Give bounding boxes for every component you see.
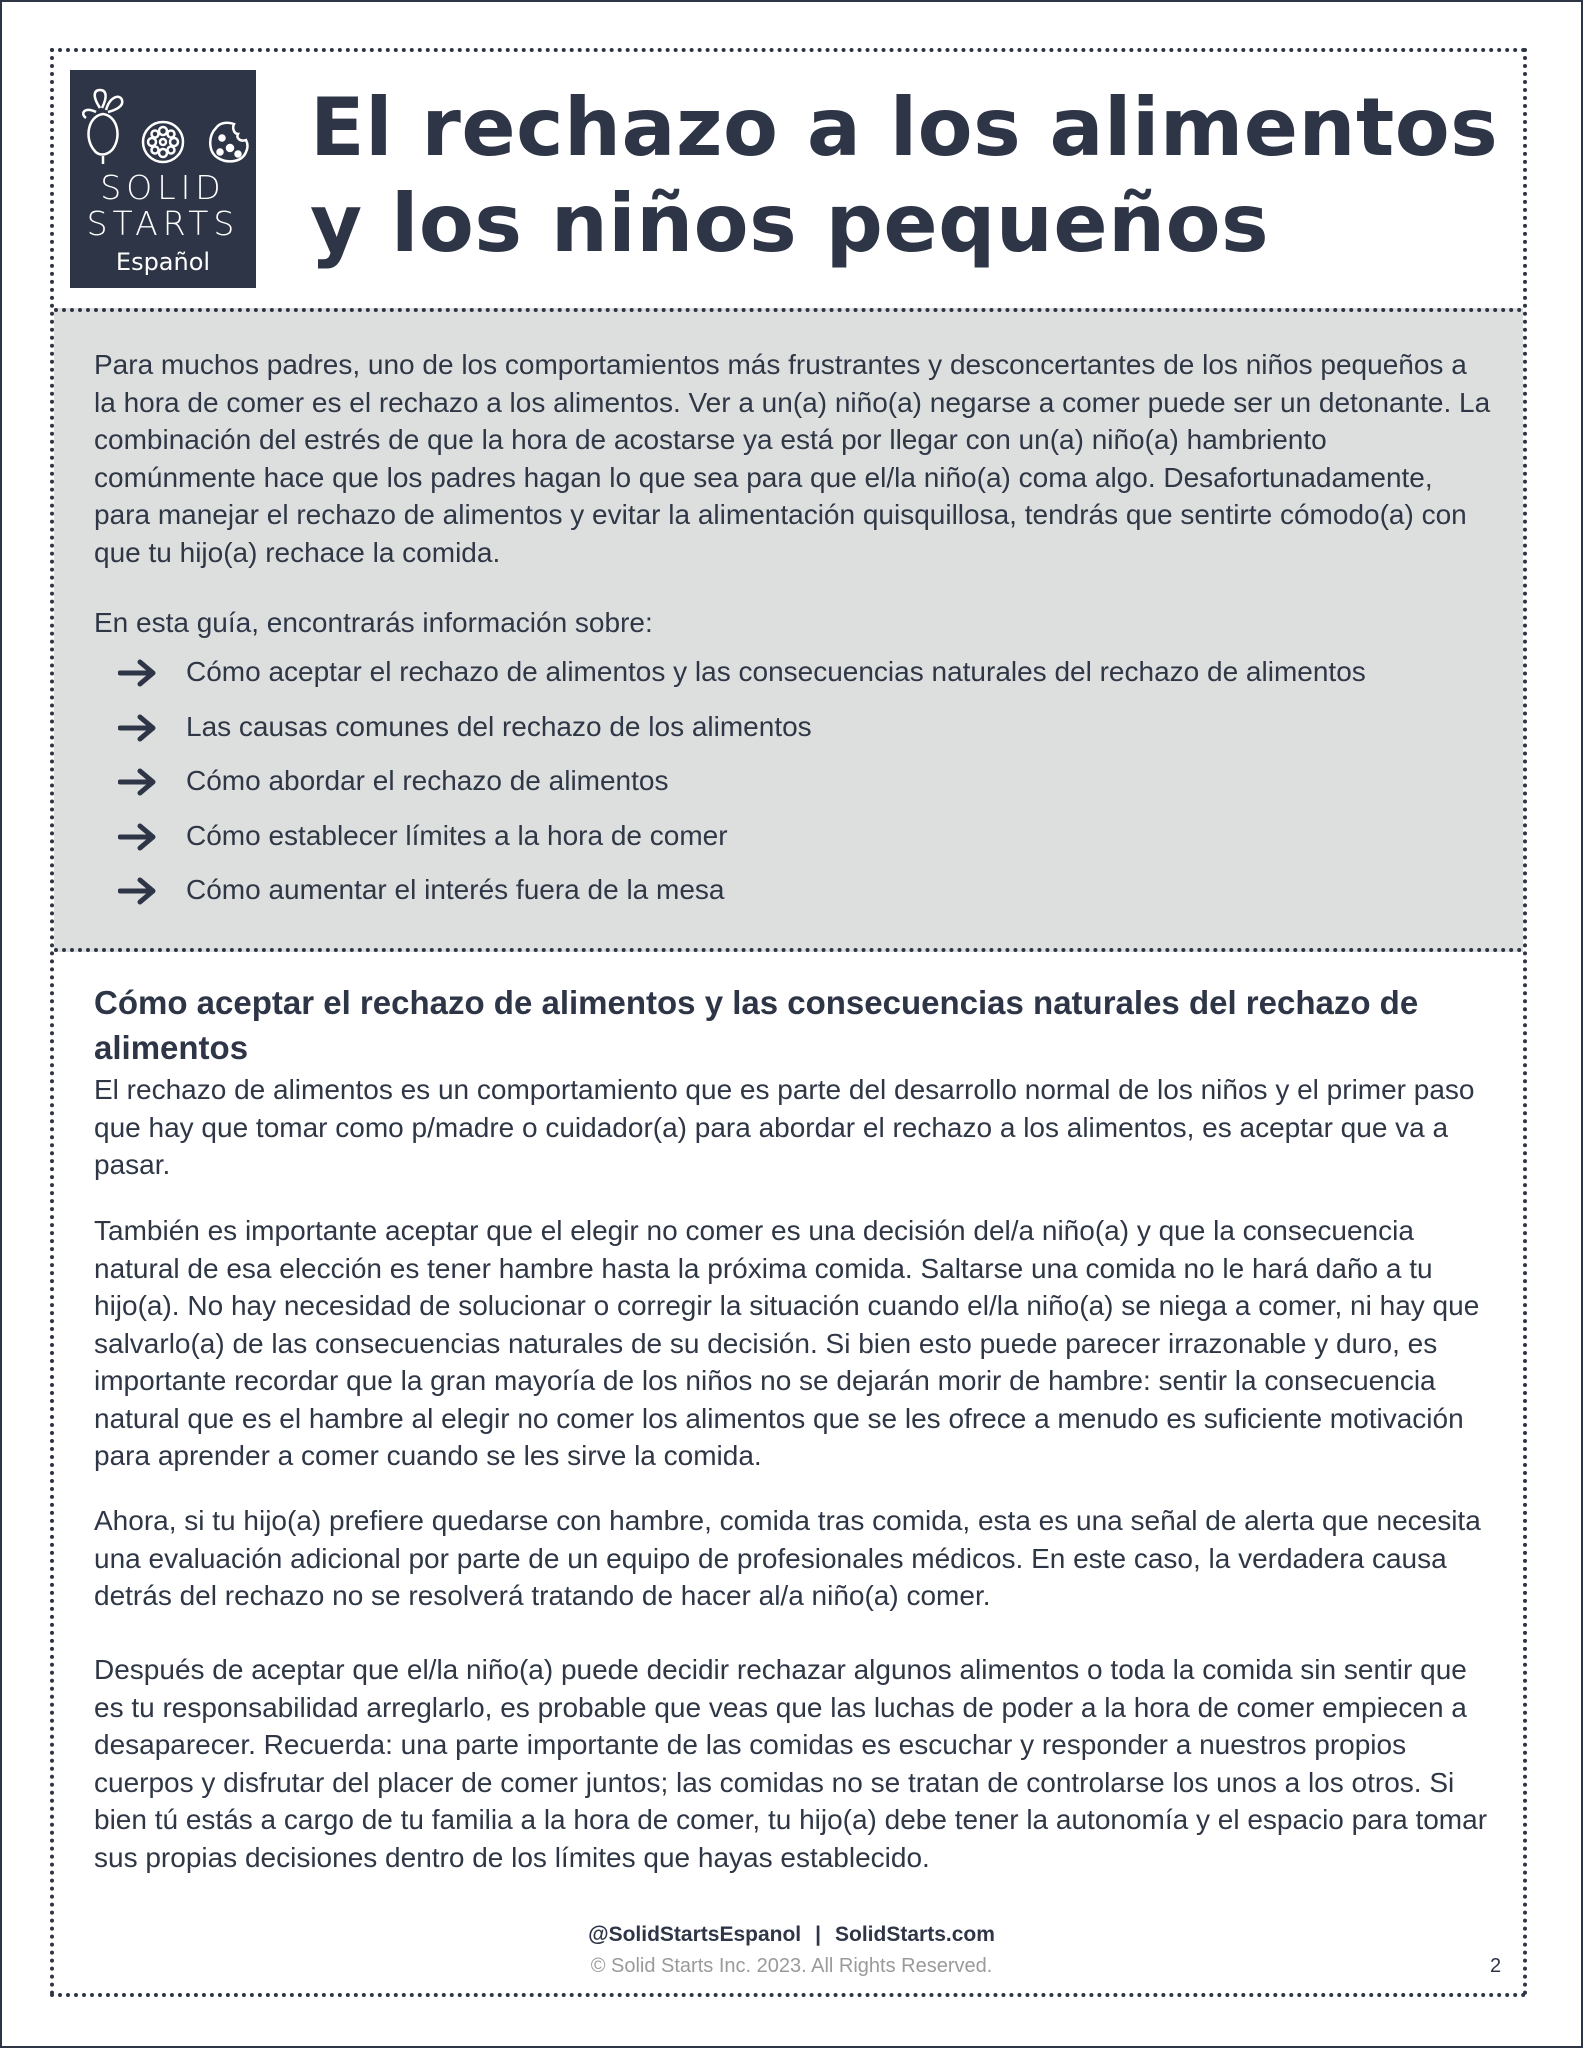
solid-starts-logo — [70, 70, 256, 288]
beet-icon — [83, 90, 122, 164]
intro-panel — [54, 308, 1523, 952]
page-title-line-2: y los niños pequeños — [310, 177, 1270, 270]
guide-topic-label: Cómo aumentar el interés fuera de la mesa — [186, 874, 725, 905]
guide-topic-label: Cómo aceptar el rechazo de alimentos y las consecuencias naturales del rechazo de alimentos — [186, 656, 1366, 687]
guide-topic-item — [94, 816, 1366, 871]
body-paragraph: También es importante aceptar que el elegir no comer es una decisión del/a niño(a) y que la consecuencia natural de esa elección es tener hambre hasta la próxima comida. Saltarse una comida no le hará daño a tu hijo(a). No hay necesidad de solucionar o corregir la situación cuando el/la niño(a) se niega a comer, ni hay que salvarlo(a) de las consecuencias naturales de su decisión. Si bien esto puede parecer irrazonable y duro, es importante recordar que la gran mayoría de los niños no se dejarán morir de hambre: sentir la consecuencia natural que es el hambre al elegir no comer los alimentos que se les ofrece a menudo es suficiente motivación para aprender a comer cuando se les sirve la comida. — [94, 1215, 1480, 1471]
page-title — [310, 80, 1499, 272]
guide-topic-item — [94, 761, 1366, 816]
body-paragraph: El rechazo de alimentos es un comportamiento que es parte del desarrollo normal de los niños y el primer paso que hay que tomar como p/madre o cuidador(a) para abordar el rechazo a los alimentos, es aceptar que va a pasar. — [94, 1074, 1475, 1180]
logo-text-solid: SOLID — [100, 168, 226, 207]
footer-website-link[interactable]: SolidStarts.com — [835, 1923, 995, 1946]
logo-text-starts: STARTS — [86, 204, 240, 243]
page-title-line-1: El rechazo a los alimentos — [310, 81, 1499, 174]
footer-links — [0, 1923, 1583, 1947]
arrow-right-icon — [118, 714, 158, 742]
arrow-right-icon — [118, 659, 158, 687]
guide-topic-label: Las causas comunes del rechazo de los alimentos — [186, 710, 812, 742]
guide-topic-item — [94, 870, 1366, 925]
guide-topic-label: Cómo abordar el rechazo de alimentos — [186, 765, 669, 796]
guide-topic-item — [94, 707, 1366, 762]
cookie-icon — [210, 123, 247, 162]
arrow-right-icon — [118, 877, 158, 905]
page-number: 2 — [1490, 1955, 1502, 1977]
logo-food-icons — [70, 88, 256, 168]
footer-social-handle[interactable]: @SolidStartsEspanol — [588, 1923, 802, 1946]
guide-topic-list — [94, 652, 1366, 925]
guide-lead: En esta guía, encontrarás información sobre: — [94, 607, 653, 638]
arrow-right-icon — [118, 768, 158, 796]
logo-text-espanol: Español — [115, 248, 211, 276]
intro-paragraph: Para muchos padres, uno de los comportamientos más frustrantes y desconcertantes de los niños pequeños a la hora de comer es el rechazo a los alimentos. Ver a un(a) niño(a) negarse a comer puede ser un detonante. La combinación del estrés de que la hora de acostarse ya está por llegar con un(a) niño(a) hambriento comúnmente hace que los padres hagan lo que sea para que el/la niño(a) coma algo. Desafortunadamente, para manejar el rechazo de alimentos y evitar la alimentación quisquillosa, tendrás que sentirte cómodo(a) con que tu hijo(a) rechace la comida. — [94, 349, 1491, 568]
section-heading: Cómo aceptar el rechazo de alimentos y las consecuencias naturales del rechazo de alimentos — [94, 984, 1419, 1066]
guide-topic-item — [94, 652, 1366, 707]
citrus-slice-icon — [143, 122, 183, 162]
body-paragraph: Después de aceptar que el/la niño(a) puede decidir rechazar algunos alimentos o toda la comida sin sentir que es tu responsabilidad arreglarlo, es probable que veas que las luchas de poder a la hora de comer empiecen a desaparecer. Recuerda: una parte importante de las comidas es escuchar y responder a nuestros propios cuerpos y disfrutar del placer de comer juntos; las comidas no se tratan de controlarse los unos a los otros. Si bien tú estás a cargo de tu familia a la hora de comer, tu hijo(a) debe tener la autonomía y el espacio para tomar sus propias decisiones dentro de los límites que hayas establecido. — [94, 1654, 1488, 1873]
arrow-right-icon — [118, 823, 158, 851]
footer-copyright: © Solid Starts Inc. 2023. All Rights Reserved. — [590, 1955, 993, 1977]
body-paragraph: Ahora, si tu hijo(a) prefiere quedarse con hambre, comida tras comida, esta es una señal de alerta que necesita una evaluación adicional por parte de un equipo de profesionales médicos. En este caso, la verdadera causa detrás del rechazo no se resolverá tratando de hacer al/a niño(a) comer. — [94, 1505, 1481, 1611]
guide-topic-label: Cómo establecer límites a la hora de comer — [186, 819, 728, 851]
footer-separator: | — [815, 1923, 822, 1946]
